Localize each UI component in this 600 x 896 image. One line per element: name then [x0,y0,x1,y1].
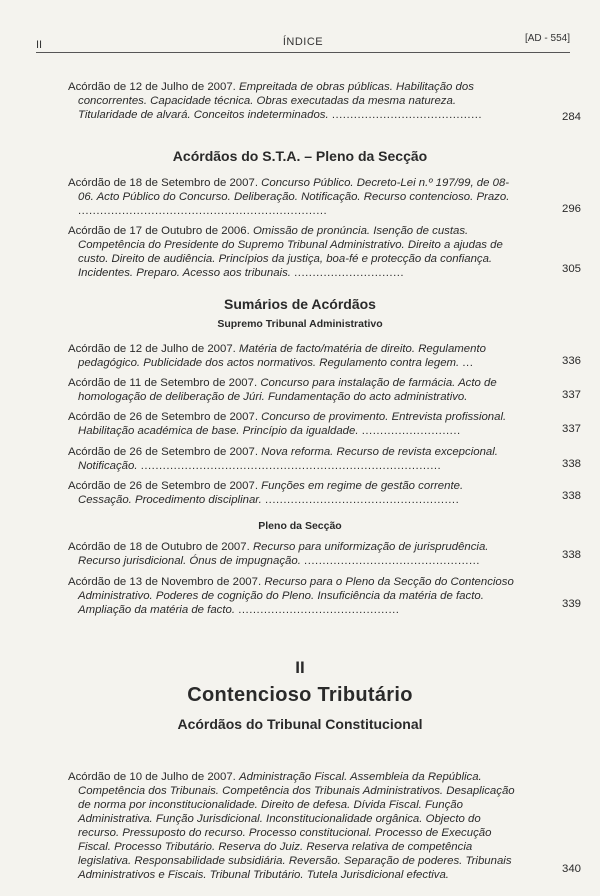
entry-date: Acórdão de 11 de Setembro de 2007. [68,377,258,389]
index-entry: Acórdão de 18 de Outubro de 2007. Recurso para uniformização de jurisprudência. Recurso jurisdicional. Ónus de impugnação. ................................................ 338 [68,541,581,567]
entry-page: 337 [561,423,581,435]
part-numeral: II [295,658,305,677]
entry-subjects: Omissão de pronúncia. Isenção de custas. Competência do Presidente do Supremo Tribunal Administrativo. Direito a ajudas de custo. Direito de audiência. Princípios da justiça, boa-fé e protecção da confiança. Incidentes. Preparo. Acesso aos tribunais. [78,225,503,279]
entry-date: Acórdão de 13 de Novembro de 2007. [68,576,262,588]
index-entry: Acórdão de 17 de Outubro de 2006. Omissão de pronúncia. Isenção de custas. Competência do Presidente do Supremo Tribunal Administrativo. Direito a ajudas de custo. Direito de audiência. Princípios da justiça, boa-fé e protecção da confiança. Incidentes. Preparo. Acesso aos tribunais. .............................. 305 [68,225,581,279]
entry-subjects: Concurso de provimento. Entrevista profissional. Habilitação académica de base. Princípio da igualdade. [78,411,507,437]
entry-page: 338 [561,549,581,561]
index-entry [36,376,581,404]
index-entry: Acórdão de 12 de Julho de 2007. Empreitada de obras públicas. Habilitação dos concorrentes. Capacidade técnica. Obras executadas da mesma natureza. Titularidade de alvará. Conceitos indeterminados. ......................................... 284 [68,81,581,123]
header-title: ÍNDICE [282,36,324,48]
page-number: II [36,39,43,51]
part-subtitle: Acórdãos do Tribunal Constitucional [177,716,423,732]
entry-date: Acórdão de 18 de Setembro de 2007. [68,177,258,189]
section-subtitle-sta: Supremo Tribunal Administrativo [217,318,383,330]
entry-subjects: Concurso para instalação de farmácia. Acto de homologação de deliberação de Júri. Fundamentação do acto administrativo. [78,377,497,403]
section-title-sumarios: Sumários de Acórdãos [224,296,376,312]
entry-subjects: Recurso para uniformização de jurisprudência. Recurso jurisdicional. Ónus de impugnação. [78,541,489,567]
entry-date: Acórdão de 26 de Setembro de 2007. [68,411,258,423]
section-title-sta-pleno: Acórdãos do S.T.A. – Pleno da Secção [172,148,428,164]
entry-page: 338 [561,490,581,502]
entry-page: 338 [561,458,581,470]
header-reference: [AD - 554] [524,33,570,44]
entry-date: Acórdão de 18 de Outubro de 2007. [68,541,250,553]
entry-subjects: Matéria de facto/matéria de direito. Regulamento pedagógico. Publicidade dos actos normativos. Regulamento contra legem. [78,343,486,369]
entry-date: Acórdão de 26 de Setembro de 2007. [68,446,258,458]
entry-subjects: Administração Fiscal. Assembleia da República. Competência dos Tribunais. Competência dos Tribunais Administrativos. Desaplicação de norma por inconstitucionalidade. Direito de defesa. Dívida Fiscal. Função Administrativa. Função Jurisdicional. Inconstitucionalidade orgânica. Objecto do recurso. Pressuposto do recurso. Processo constitucional. Processo de Execução Fiscal. Processo Tributário. Reserva do Juiz. Reserva relativa de competência legislativa. Responsabilidade subsidiária. Reversão. Separação de poderes. Tribunais Administrativos e Fiscais. Tribunal Tributário. Tutela Jurisdicional efectiva. [78,771,515,881]
entry-subjects: Funções em regime de gestão corrente. Cessação. Procedimento disciplinar. [78,480,464,506]
index-entry: Acórdão de 13 de Novembro de 2007. Recurso para o Pleno da Secção do Contencioso Administrativo. Poderes de cognição do Pleno. Insuficiência da matéria de facto. Ampliação da matéria de facto. ............................................ 339 [68,576,581,616]
entry-page: 336 [561,355,581,367]
entry-page: 339 [561,598,581,610]
index-entry [36,770,581,882]
entry-date: Acórdão de 10 de Julho de 2007. [68,771,236,783]
index-entry: Acórdão de 26 de Setembro de 2007. Nova reforma. Recurso de revista excepcional. Notificação. .................................................................................. 338 [68,446,581,472]
index-entry: Acórdão de 26 de Setembro de 2007. Funções em regime de gestão corrente. Cessação. Procedimento disciplinar. ..................................................... 338 [68,480,581,506]
entry-date: Acórdão de 26 de Setembro de 2007. [68,480,258,492]
entry-subjects: Empreitada de obras públicas. Habilitação dos concorrentes. Capacidade técnica. Obras executadas da mesma natureza. Titularidade de alvará. Conceitos indeterminados. [78,81,474,121]
entry-page: 305 [561,263,581,275]
entry-date: Acórdão de 12 de Julho de 2007. [68,343,236,355]
entry-date: Acórdão de 12 de Julho de 2007. [68,81,236,93]
entry-page: 284 [561,111,581,123]
entry-subjects: Concurso Público. Decreto-Lei n.º 197/99, de 08-06. Acto Público do Concurso. Deliberação. Notificação. Recurso contencioso. Prazo. [78,177,510,203]
page-header [36,28,570,53]
entry-subjects: Recurso para o Pleno da Secção do Contencioso Administrativo. Poderes de cognição do Pleno. Insuficiência da matéria de facto. Ampliação da matéria de facto. [78,576,514,616]
index-entry: Acórdão de 18 de Setembro de 2007. Concurso Público. Decreto-Lei n.º 197/99, de 08-06. Acto Público do Concurso. Deliberação. Notificação. Recurso contencioso. Prazo. .................................................................... 296 [68,177,581,217]
entry-page: 337 [561,389,581,401]
index-entry: Acórdão de 26 de Setembro de 2007. Concurso de provimento. Entrevista profissional. Habilitação académica de base. Princípio da igualdade. ........................... 337 [68,411,581,437]
part-title: Contencioso Tributário [187,684,413,706]
section-title-pleno: Pleno da Secção [258,520,342,532]
entry-page: 296 [561,203,581,215]
entry-date: Acórdão de 17 de Outubro de 2006. [68,225,250,237]
index-entry: Acórdão de 12 de Julho de 2007. Matéria de facto/matéria de direito. Regulamento pedagógico. Publicidade dos actos normativos. Regulamento contra legem. ... 336 [68,343,581,369]
entry-subjects: Nova reforma. Recurso de revista excepcional. Notificação. [78,446,498,472]
entry-page: 340 [561,863,581,875]
